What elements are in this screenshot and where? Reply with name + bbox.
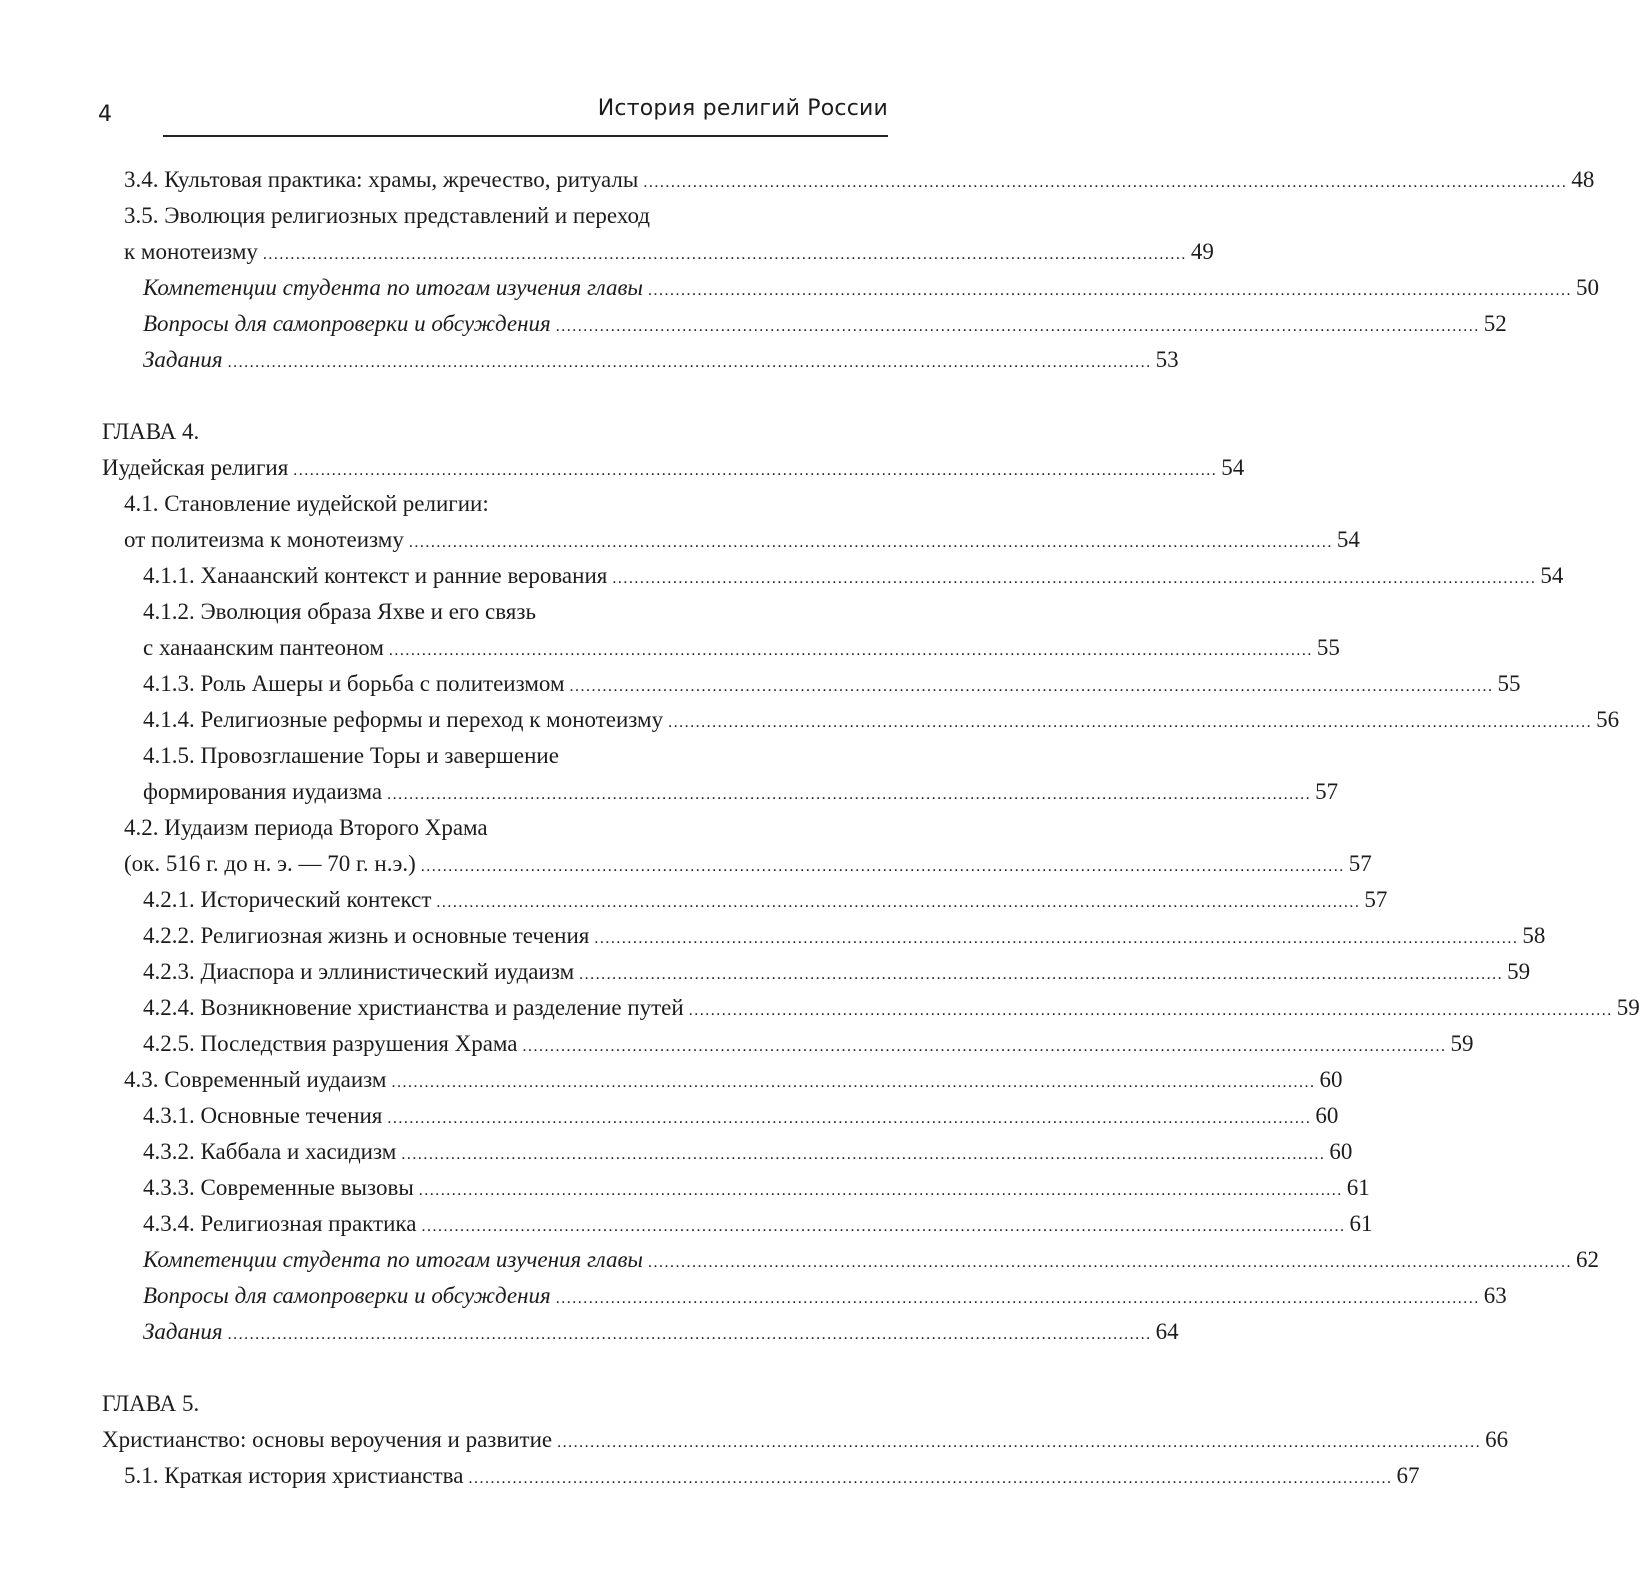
toc-entry-title: Вопросы для самопроверки и обсуждения [143,1283,551,1308]
toc-entry-title: 4.3.2. Каббала и хасидизм [143,1139,397,1164]
toc-entry-title: формирования иудаизма [143,779,383,804]
toc-entry-title: 5.1. Краткая история христианства [124,1463,464,1488]
leader-dots: ........................................................................................................................................................................ [594,930,1519,947]
toc-entry[interactable] [143,774,1339,810]
toc-entry-page: 66 [1485,1427,1509,1452]
toc-entry[interactable] [143,954,1531,990]
toc-entry[interactable] [124,234,1214,270]
toc-entry-page: 61 [1349,1211,1373,1236]
toc-entry-page: 56 [1596,707,1620,732]
leader-dots: ........................................................................................................................................................................ [387,1110,1312,1127]
chapter-heading: ГЛАВА 5. [102,1391,200,1416]
toc-entry[interactable] [143,918,1546,954]
leader-dots: ........................................................................................................................................................................ [579,966,1504,983]
leader-dots: ........................................................................................................................................................................ [557,1434,1482,1451]
toc-entry[interactable] [143,738,559,774]
leader-dots: ........................................................................................................................................................................ [688,1002,1613,1019]
leader-dots: ........................................................................................................................................................................ [227,354,1152,371]
toc-entry-page: 63 [1483,1283,1507,1308]
toc-entry-title: Задания [143,1319,223,1344]
toc-entry-title: Компетенции студента по итогам изучения главы [143,275,644,300]
toc-entry-page: 54 [1336,527,1360,552]
toc-entry-page: 59 [1507,959,1531,984]
leader-dots: ........................................................................................................................................................................ [643,174,1568,191]
toc-entry[interactable] [143,630,1340,666]
toc-entry-title: Задания [143,347,223,372]
toc-entry-page: 50 [1576,275,1600,300]
toc-entry-page: 49 [1190,239,1214,264]
toc-entry-page: 55 [1497,671,1521,696]
toc-entry[interactable] [143,1314,1179,1350]
leader-dots: ........................................................................................................................................................................ [648,282,1573,299]
toc-entry-page: 60 [1315,1103,1339,1128]
toc-entry-title: 4.3.4. Религиозная практика [143,1211,417,1236]
toc-entry-title: Вопросы для самопроверки и обсуждения [143,311,551,336]
leader-dots: ........................................................................................................................................................................ [421,1218,1346,1235]
toc-entry-page: 67 [1396,1463,1420,1488]
toc-entry[interactable] [143,1278,1507,1314]
toc-entry[interactable] [143,1098,1339,1134]
toc-entry-title: 4.2.4. Возникновение христианства и разделение путей [143,995,684,1020]
toc-entry-title: к монотеизму [124,239,258,264]
toc-entry-title: 4.1.5. Провозглашение Торы и завершение [143,743,559,768]
toc-entry-title: 4.1.1. Ханаанский контекст и ранние верования [143,563,608,588]
toc-entry-title: 4.1.3. Роль Ашеры и борьба с политеизмом [143,671,565,696]
leader-dots: ........................................................................................................................................................................ [293,462,1218,479]
leader-dots: ........................................................................................................................................................................ [418,1182,1343,1199]
leader-dots: ........................................................................................................................................................................ [401,1146,1326,1163]
toc-entry-page: 58 [1522,923,1546,948]
leader-dots: ........................................................................................................................................................................ [387,786,1312,803]
toc-entry-page: 52 [1483,311,1507,336]
leader-dots: ........................................................................................................................................................................ [388,642,1313,659]
page-number: 4 [98,102,112,127]
toc-entry-title: 4.3.1. Основные течения [143,1103,383,1128]
leader-dots: ........................................................................................................................................................................ [648,1254,1573,1271]
toc-entry-page: 54 [1221,455,1245,480]
toc-entry-page: 57 [1315,779,1339,804]
toc-entry-title: 4.1.4. Религиозные реформы и переход к монотеизму [143,707,664,732]
toc-entry[interactable] [143,1026,1474,1062]
toc-entry-title: 3.4. Культовая практика: храмы, жречество, ритуалы [124,167,639,192]
toc-entry[interactable] [124,810,488,846]
leader-dots: ........................................................................................................................................................................ [555,1290,1480,1307]
leader-dots: ........................................................................................................................................................................ [468,1470,1393,1487]
toc-entry-page: 60 [1319,1067,1343,1092]
toc-entry-page: 48 [1571,167,1595,192]
toc-entry-page: 53 [1155,347,1179,372]
leader-dots: ........................................................................................................................................................................ [420,858,1345,875]
leader-dots: ........................................................................................................................................................................ [391,1074,1316,1091]
toc-entry-title: 4.1. Становление иудейской религии: [124,491,489,516]
toc-entry[interactable] [143,1206,1373,1242]
toc-entry-title: 4.2.3. Диаспора и эллинистический иудаизм [143,959,575,984]
toc-entry[interactable] [143,1170,1370,1206]
leader-dots: ........................................................................................................................................................................ [555,318,1480,335]
leader-dots: ........................................................................................................................................................................ [227,1326,1152,1343]
toc-entry[interactable] [124,198,650,234]
toc-entry[interactable] [143,666,1521,702]
toc-entry-page: 54 [1540,563,1564,588]
toc-entry[interactable] [124,486,489,522]
toc-entry-title: (ок. 516 г. до н. э. — 70 г. н.э.) [124,851,416,876]
toc-entry-title: 4.3.3. Современные вызовы [143,1175,414,1200]
toc-entry-title: 4.2. Иудаизм периода Второго Храма [124,815,488,840]
toc-entry[interactable] [102,1422,1509,1458]
toc-entry-title: от политеизма к монотеизму [124,527,404,552]
toc-entry[interactable] [143,342,1179,378]
toc-entry[interactable] [143,558,1564,594]
toc-entry[interactable] [124,1458,1420,1494]
header-rule [163,135,888,137]
toc-entry[interactable] [124,522,1360,558]
leader-dots: ........................................................................................................................................................................ [522,1038,1447,1055]
toc-entry-title: 4.2.5. Последствия разрушения Храма [143,1031,518,1056]
toc-entry[interactable] [143,306,1507,342]
toc-entry-title: Христианство: основы вероучения и развитие [102,1427,553,1452]
toc-entry-title: Иудейская религия [102,455,289,480]
toc-entry-page: 57 [1348,851,1372,876]
leader-dots: ........................................................................................................................................................................ [436,894,1361,911]
leader-dots: ........................................................................................................................................................................ [569,678,1494,695]
toc-entry-title: 4.2.2. Религиозная жизнь и основные течения [143,923,590,948]
toc-entry-title: 4.3. Современный иудаизм [124,1067,387,1092]
toc-entry-page: 55 [1316,635,1340,660]
toc-entry-page: 59 [1450,1031,1474,1056]
toc-entry[interactable] [102,450,1245,486]
toc-entry[interactable] [143,990,1640,1026]
leader-dots: ........................................................................................................................................................................ [612,570,1537,587]
toc-entry-title: Компетенции студента по итогам изучения главы [143,1247,644,1272]
toc-entry[interactable] [124,162,1595,198]
toc-entry-title: 4.2.1. Исторический контекст [143,887,432,912]
toc-entry[interactable] [143,594,536,630]
running-title: История религий России [597,96,888,121]
leader-dots: ........................................................................................................................................................................ [668,714,1593,731]
toc-entry-page: 59 [1616,995,1640,1020]
toc-entry[interactable] [143,882,1388,918]
toc-entry[interactable] [124,1062,1343,1098]
leader-dots: ........................................................................................................................................................................ [408,534,1333,551]
leader-dots: ........................................................................................................................................................................ [262,246,1187,263]
toc-entry[interactable] [143,702,1620,738]
chapter-heading: ГЛАВА 4. [102,419,200,444]
toc-entry[interactable] [143,270,1600,306]
toc-entry-page: 62 [1576,1247,1600,1272]
toc-entry-title: 3.5. Эволюция религиозных представлений и переход [124,203,651,228]
toc-entry-page: 60 [1329,1139,1353,1164]
toc-entry-page: 64 [1155,1319,1179,1344]
toc-entry-page: 61 [1346,1175,1370,1200]
toc-entry[interactable] [143,1134,1353,1170]
toc-entry-title: с ханаанским пантеоном [143,635,384,660]
toc-entry-title: 4.1.2. Эволюция образа Яхве и его связь [143,599,536,624]
toc-entry[interactable] [124,846,1372,882]
toc-entry-page: 57 [1364,887,1388,912]
toc-entry[interactable] [143,1242,1600,1278]
